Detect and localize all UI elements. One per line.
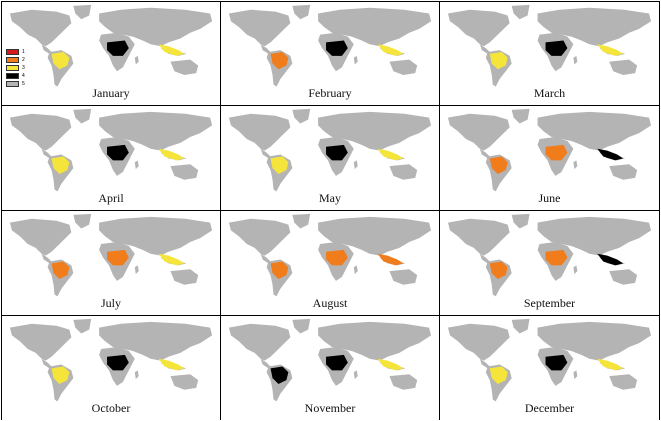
southeast-asia-hotspot xyxy=(159,44,185,56)
southeast-asia-hotspot xyxy=(159,254,185,266)
southeast-asia-hotspot xyxy=(597,149,623,161)
legend-item xyxy=(6,48,25,56)
greenland-landmass xyxy=(512,319,530,334)
australia-landmass xyxy=(170,269,198,285)
north-america-landmass xyxy=(448,10,510,47)
map-grid xyxy=(1,1,660,420)
month-panel xyxy=(2,211,220,315)
greenland-landmass xyxy=(292,109,310,124)
north-america-landmass xyxy=(10,324,71,361)
legend-swatch xyxy=(6,81,19,87)
southeast-asia-hotspot xyxy=(597,359,623,371)
north-america-landmass xyxy=(229,219,290,256)
greenland-landmass xyxy=(292,319,310,334)
north-america-landmass xyxy=(229,324,290,361)
world-map xyxy=(440,2,659,89)
madagascar-landmass xyxy=(135,265,139,274)
month-label: August xyxy=(312,296,348,310)
madagascar-landmass xyxy=(354,265,358,274)
north-america-landmass xyxy=(229,10,290,47)
world-map xyxy=(2,2,220,89)
legend-label: 2 xyxy=(22,57,25,63)
southeast-asia-hotspot xyxy=(378,254,404,266)
north-america-landmass xyxy=(10,219,71,256)
legend-item xyxy=(6,80,25,88)
legend-label: 5 xyxy=(22,81,25,87)
australia-landmass xyxy=(170,60,198,75)
month-panel xyxy=(221,316,439,420)
madagascar-landmass xyxy=(573,56,577,65)
month-label: October xyxy=(91,401,131,415)
world-map xyxy=(221,316,439,403)
madagascar-landmass xyxy=(354,370,358,379)
southeast-asia-hotspot xyxy=(378,44,404,56)
legend-label: 1 xyxy=(22,49,25,55)
australia-landmass xyxy=(170,164,198,180)
australia-landmass xyxy=(389,60,417,75)
legend-swatch xyxy=(6,73,19,79)
madagascar-landmass xyxy=(135,56,139,65)
world-map xyxy=(440,316,659,403)
australia-landmass xyxy=(389,374,417,390)
north-america-landmass xyxy=(448,219,510,256)
world-map xyxy=(440,106,659,193)
greenland-landmass xyxy=(73,5,91,19)
legend-swatch xyxy=(6,57,19,63)
month-panel xyxy=(440,106,659,210)
month-panel xyxy=(440,2,659,105)
madagascar-landmass xyxy=(135,160,139,169)
month-label: September xyxy=(523,296,576,310)
month-panel xyxy=(440,316,659,420)
north-america-landmass xyxy=(448,324,510,361)
southeast-asia-hotspot xyxy=(378,149,404,161)
north-america-landmass xyxy=(448,114,510,151)
southeast-asia-hotspot xyxy=(378,359,404,371)
world-map xyxy=(221,211,439,298)
month-panel xyxy=(2,316,220,420)
north-america-landmass xyxy=(229,114,290,151)
month-label: January xyxy=(92,86,130,100)
greenland-landmass xyxy=(292,5,310,19)
world-map xyxy=(2,211,220,298)
month-panel xyxy=(221,106,439,210)
legend-item xyxy=(6,72,25,80)
madagascar-landmass xyxy=(354,160,358,169)
month-label: May xyxy=(319,191,341,205)
southeast-asia-hotspot xyxy=(597,254,623,266)
north-america-landmass xyxy=(10,114,71,151)
month-panel xyxy=(221,211,439,315)
month-panel xyxy=(440,211,659,315)
greenland-landmass xyxy=(512,109,530,124)
world-map xyxy=(221,2,439,89)
month-label: November xyxy=(304,401,356,415)
month-label: February xyxy=(308,86,352,100)
madagascar-landmass xyxy=(573,265,577,274)
legend-swatch xyxy=(6,65,19,71)
madagascar-landmass xyxy=(354,56,358,65)
australia-landmass xyxy=(170,374,198,390)
greenland-landmass xyxy=(73,109,91,124)
month-panel xyxy=(221,2,439,105)
legend xyxy=(6,48,25,88)
greenland-landmass xyxy=(73,319,91,334)
month-label: March xyxy=(533,86,566,100)
madagascar-landmass xyxy=(573,160,577,169)
australia-landmass xyxy=(609,374,637,390)
greenland-landmass xyxy=(73,214,91,229)
legend-swatch xyxy=(6,49,19,55)
greenland-landmass xyxy=(292,214,310,229)
australia-landmass xyxy=(609,60,637,75)
southeast-asia-hotspot xyxy=(159,359,185,371)
legend-item xyxy=(6,56,25,64)
madagascar-landmass xyxy=(135,370,139,379)
legend-label: 4 xyxy=(22,73,25,79)
australia-landmass xyxy=(389,164,417,180)
legend-item xyxy=(6,64,25,72)
southeast-asia-hotspot xyxy=(159,149,185,161)
month-label: April xyxy=(98,191,124,205)
australia-landmass xyxy=(389,269,417,285)
world-map xyxy=(440,211,659,298)
world-map xyxy=(221,106,439,193)
madagascar-landmass xyxy=(573,370,577,379)
greenland-landmass xyxy=(512,214,530,229)
month-label: July xyxy=(100,296,121,310)
greenland-landmass xyxy=(512,5,530,19)
month-label: December xyxy=(524,401,575,415)
southeast-asia-hotspot xyxy=(597,44,623,56)
legend-label: 3 xyxy=(22,65,25,71)
world-map xyxy=(2,106,220,193)
month-panel xyxy=(2,2,220,105)
month-panel xyxy=(2,106,220,210)
australia-landmass xyxy=(609,269,637,285)
australia-landmass xyxy=(609,164,637,180)
month-label: June xyxy=(538,191,561,205)
north-america-landmass xyxy=(10,10,71,47)
world-map xyxy=(2,316,220,403)
